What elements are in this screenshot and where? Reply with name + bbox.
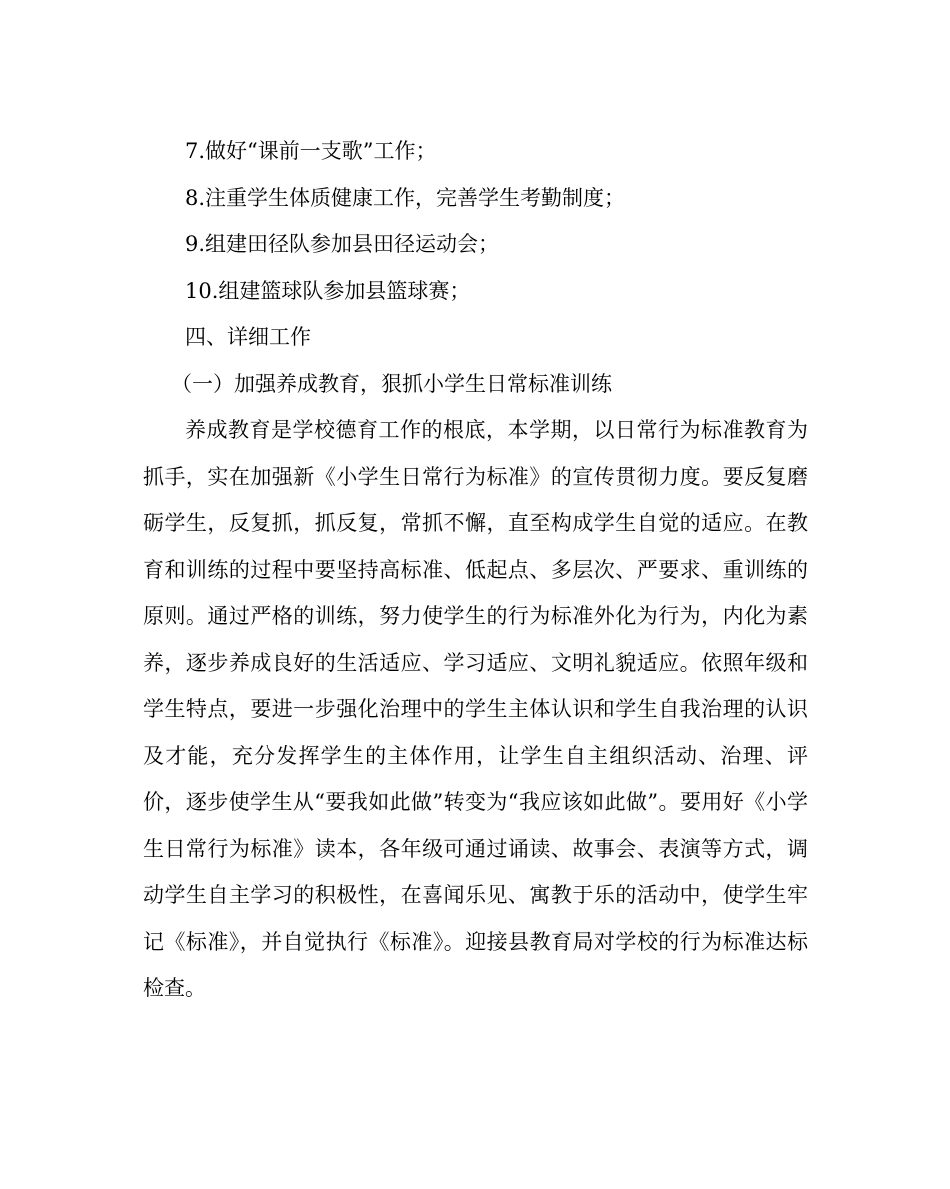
- list-item-8: 8.注重学生体质健康工作，完善学生考勤制度；: [185, 185, 626, 210]
- subsection-heading: （一）加强养成教育，狠抓小学生日常标准训练: [171, 371, 612, 396]
- list-item-9: 9.组建田径队参加县田径运动会；: [185, 232, 500, 256]
- list-item-10: 10.组建篮球队参加县篮球赛；: [185, 278, 471, 303]
- body-paragraph: 养成教育是学校德育工作的根底，本学期，以日常行为标准教育为抓手，实在加强新《小学生日常行为标准》的宣传贯彻力度。要反复磨砺学生，反复抓，抓反复，常抓不懈，直至构成学生自觉的适应。在教育和训练的过程中要坚持高标准、低起点、多层次、严要求、重训练的原则。通过严格的训练，努力使学生的行为标准外化为行为，内化为素养，逐步养成良好的生活适应、学习适应、文明礼貌适应。依照年级和学生特点，要进一步强化治理中的学生主体认识和学生自我治理的认识及才能，充分发挥学生的主体作用，让学生自主组织活动、治理、评价，逐步使学生从“要我如此做”转变为“我应该如此做”。要用好《小学生日常行为标准》读本，各年级可通过诵读、故事会、表演等方式，调动学生自主学习的积极性，在喜闻乐见、寓教于乐的活动中，使学生牢记《标准》，并自觉执行《标准》。迎接县教育局对学校的行为标准达标检查。: [143, 418, 808, 1000]
- section-heading: 四、详细工作: [185, 325, 311, 349]
- list-item-7: 7.做好“课前一支歌”工作；: [185, 139, 437, 163]
- document-content: [143, 128, 808, 1012]
